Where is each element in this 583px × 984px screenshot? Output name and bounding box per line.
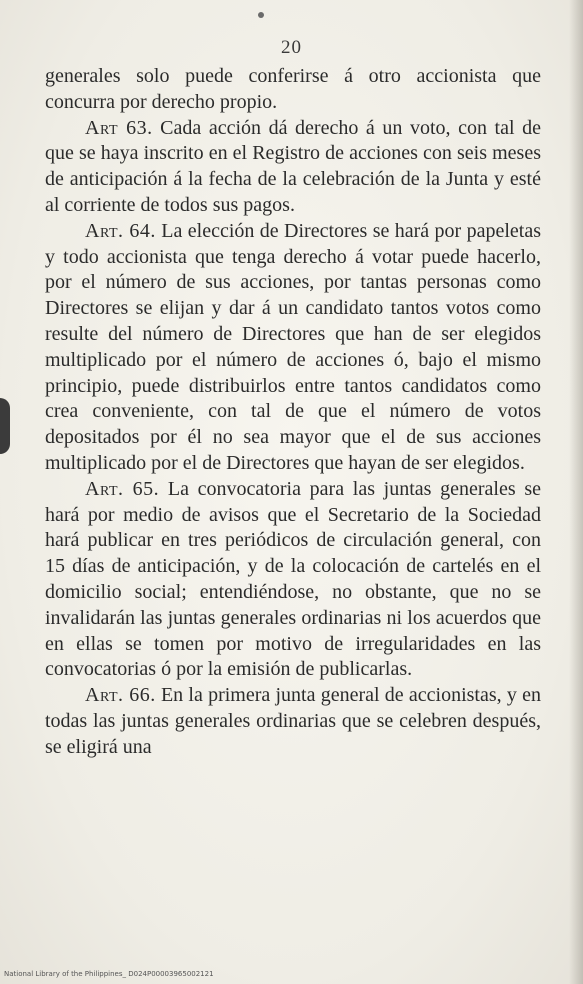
ink-speck (258, 12, 264, 18)
body-text (45, 64, 541, 761)
paragraph-continuation (45, 64, 541, 116)
article-text: En la primera junta general de accionistas, y en todas las juntas generales ordinarias que se celebren después, se eligirá una (45, 684, 541, 758)
page-edge-shadow (569, 0, 583, 984)
article-text: La elección de Directores se hará por papeletas y todo accionista que tenga derecho á votar puede hacerlo, por el número de sus acciones, por tantas personas como Directores se elijan y dar á un candidato tantos votos como resulte del número de Directores que han de ser elegidos multiplicado por el número de acciones ó, bajo el mismo principio, puede distribuirlos entre tantos candidatos como crea conveniente, con tal de que el número de votos depositados por él no sea mayor que el de sus acciones multiplicado por el de Directores que hayan de ser elegidos. (45, 219, 542, 474)
article-66 (45, 683, 541, 760)
article-text: La convocatoria para las juntas generales se hará por medio de avisos que el Secretario de la Sociedad hará publicar en tres periódicos de circulación general, con 15 días de anticipación, y de la colocación de cartelés en el domicilio social; entendiéndose, no obstante, que no se invalidarán las juntas generales ordinarias ni los acuerdos que en ellas se tomen por motivo de irregularidades en las convocatorias ó por la emisión de publicarlas. (45, 477, 541, 681)
article-text: Cada acción dá derecho á un voto, con tal de que se haya inscrito en el Registro de acciones con seis meses de anticipación á la fecha de la celebración de la Junta y esté al corriente de todos sus pagos. (45, 116, 541, 216)
article-label: Art. 66. (85, 684, 156, 707)
article-63 (45, 116, 541, 219)
article-label: Art. 64. (85, 219, 156, 242)
library-watermark: National Library of the Philippines_ D024P00003965002121 (4, 970, 214, 978)
page-number: 20 (281, 37, 302, 58)
article-64 (45, 219, 541, 477)
paragraph-text: generales solo puede conferirse á otro accionista que concurra por derecho propio. (45, 65, 541, 113)
article-label: Art 63. (85, 116, 153, 139)
article-label: Art. 65. (85, 477, 160, 500)
binding-shadow (0, 398, 10, 454)
article-65 (45, 477, 541, 683)
